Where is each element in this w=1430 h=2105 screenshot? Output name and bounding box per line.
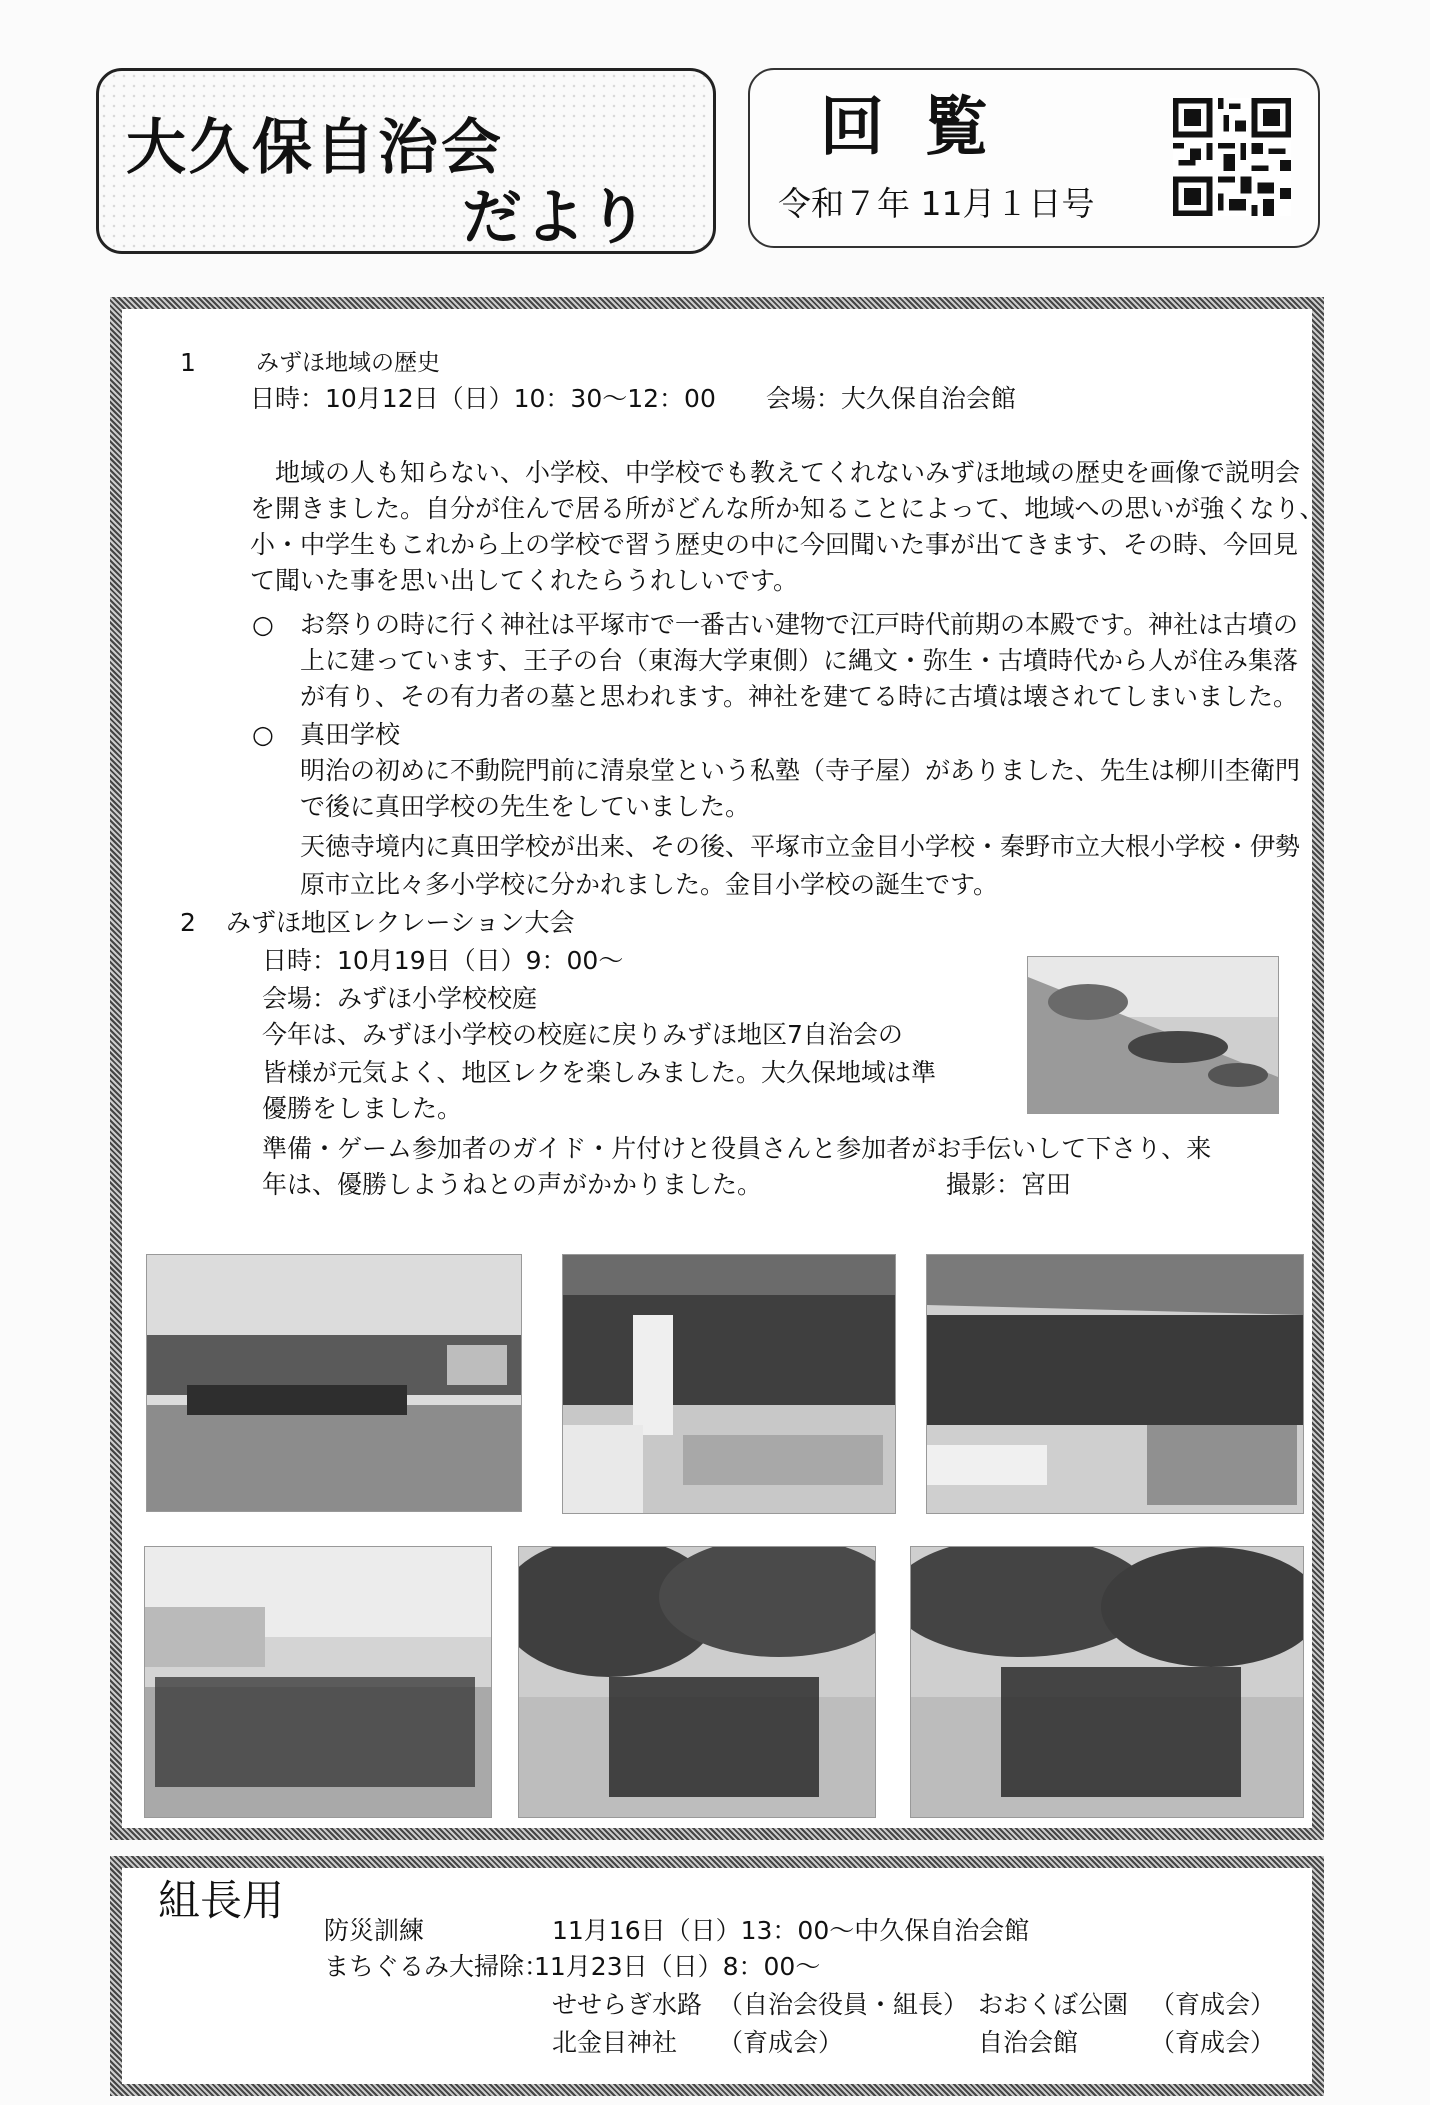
bullet2-title: 真田学校 xyxy=(300,720,401,749)
newsletter-title-sub: だより xyxy=(462,183,651,253)
drill-label: 防災訓練 xyxy=(324,1916,425,1945)
photo-credit: 撮影：宮田 xyxy=(946,1170,1072,1199)
cleanup-group: （育成会） xyxy=(1150,2028,1276,2057)
photo-group-left xyxy=(144,1546,492,1818)
section1-schedule: 日時：10月12日（日）10：30〜12：00 会場：大久保自治会館 xyxy=(250,384,1016,413)
cleanup-place: 北金目神社 xyxy=(552,2028,678,2057)
section2-number: 2 xyxy=(180,908,196,937)
photo-tent-spectators xyxy=(926,1254,1304,1514)
bullet-mark: ○ xyxy=(252,720,274,749)
cleanup-place: せせらぎ水路 xyxy=(552,1990,703,2019)
photo-tent-area xyxy=(562,1254,896,1514)
section2-body-line: 優勝をしました。 xyxy=(262,1094,463,1123)
section2-body-line: 年は、優勝しようねとの声がかかりました。 xyxy=(262,1170,763,1199)
section2-heading: みずほ地区レクレーション大会 xyxy=(226,908,575,937)
circulation-label: 回覧 xyxy=(820,91,1028,165)
cleanup-group: （自治会役員・組長） xyxy=(718,1990,969,2019)
issue-date: 令和７年 11月１日号 xyxy=(778,184,1095,223)
section2-date: 日時：10月19日（日）9：00〜 xyxy=(262,946,624,975)
bullet1-line: が有り、その有力者の墓と思われます。神社を建てる時に古墳は壊されてしまいました。 xyxy=(300,682,1299,711)
photo-group-right xyxy=(910,1546,1304,1818)
section1-body-line: 小・中学生もこれから上の学校で習う歴史の中に今回聞いた事が出てきます、その時、今回見 xyxy=(250,530,1299,559)
newsletter-title: 大久保自治会 xyxy=(126,113,504,183)
cleanup-place: 自治会館 xyxy=(978,2028,1079,2057)
cleanup-group: （育成会） xyxy=(1150,1990,1276,2019)
photo-tug-of-war-closeup xyxy=(1027,956,1279,1114)
section1-body-line: て聞いた事を思い出してくれたらうれしいです。 xyxy=(250,566,799,595)
cleanup-value: 11月23日（日）8：00〜 xyxy=(534,1952,821,1981)
cleanup-place: おおくぼ公園 xyxy=(978,1990,1129,2019)
section2-body-line: 今年は、みずほ小学校の校庭に戻りみずほ地区7自治会の xyxy=(262,1020,903,1049)
bullet2-line: で後に真田学校の先生をしていました。 xyxy=(300,792,751,821)
section2-body-line: 皆様が元気よく、地区レクを楽しみました。大久保地域は準 xyxy=(262,1058,937,1087)
bullet-mark: ○ xyxy=(252,610,274,639)
section1-body-line: を開きました。自分が住んで居る所がどんな所か知ることによって、地域への思いが強くなり、 xyxy=(250,494,1325,523)
cleanup-label: まちぐるみ大掃除： xyxy=(324,1952,550,1981)
group-leader-title: 組長用 xyxy=(158,1876,285,1925)
section2-body-line: 準備・ゲーム参加者のガイド・片付けと役員さんと参加者がお手伝いして下さり、来 xyxy=(262,1134,1212,1163)
bullet2-line: 明治の初めに不動院門前に清泉堂という私塾（寺子屋）がありました、先生は柳川杢衛門 xyxy=(300,756,1301,785)
bullet2-line: 天徳寺境内に真田学校が出来、その後、平塚市立金目小学校・秦野市立大根小学校・伊勢 xyxy=(300,832,1301,861)
section2-venue: 会場：みずほ小学校校庭 xyxy=(262,984,538,1013)
section1-body-line: 地域の人も知らない、小学校、中学校でも教えてくれないみずほ地域の歴史を画像で説明会 xyxy=(250,458,1301,487)
cleanup-group: （育成会） xyxy=(718,2028,844,2057)
bullet1-line: 上に建っています、王子の台（東海大学東側）に縄文・弥生・古墳時代から人が住み集落 xyxy=(300,646,1299,675)
bullet1-line: お祭りの時に行く神社は平塚市で一番古い建物で江戸時代前期の本殿です。神社は古墳の xyxy=(300,610,1299,639)
section1-number: 1 xyxy=(180,348,196,377)
qr-code-icon[interactable] xyxy=(1170,98,1294,216)
photo-group-center xyxy=(518,1546,876,1818)
photo-tug-of-war-field xyxy=(146,1254,522,1512)
section1-heading: みずほ地域の歴史 xyxy=(256,350,440,376)
bullet2-line: 原市立比々多小学校に分かれました。金目小学校の誕生です。 xyxy=(300,870,999,899)
drill-value: 11月16日（日）13：00〜中久保自治会館 xyxy=(552,1916,1030,1945)
